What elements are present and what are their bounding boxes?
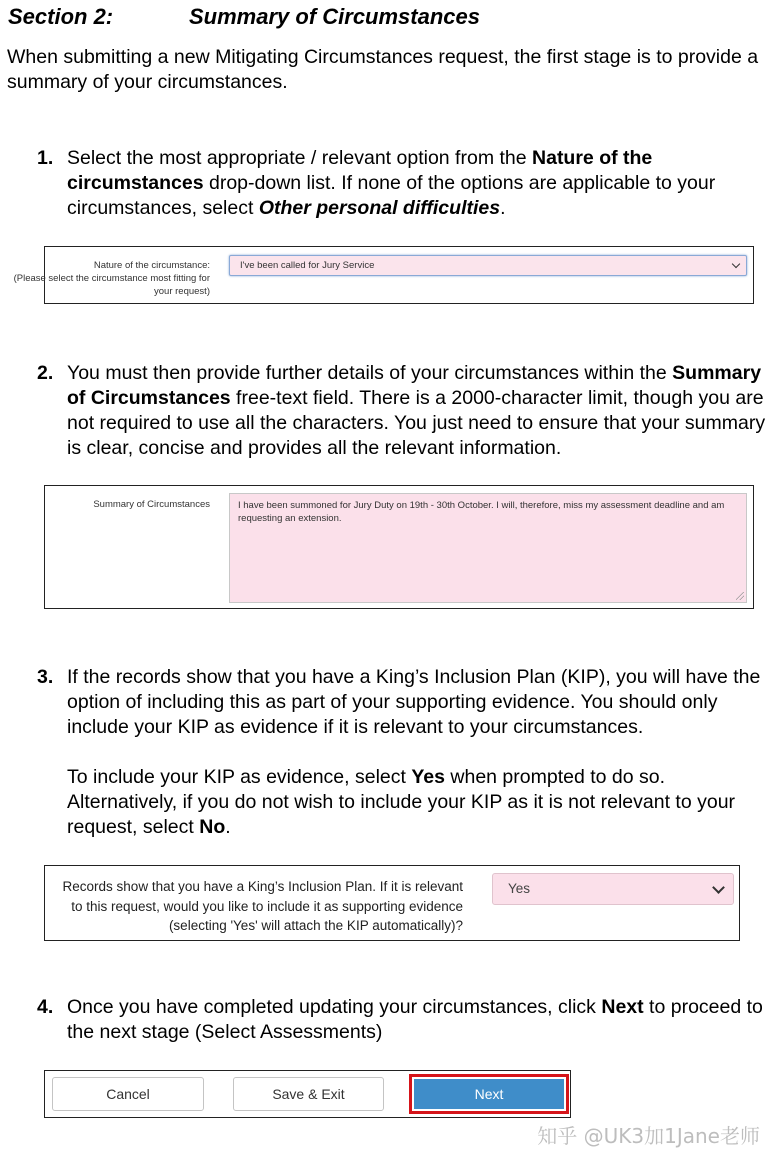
nature-label-line1: Nature of the circumstance: bbox=[93, 260, 210, 271]
text-run: drop-down list. If none of the options are applicable to your circumstances, select bbox=[67, 172, 716, 219]
kip-selected-value: Yes bbox=[508, 881, 531, 896]
summary-value: I have been summoned for Jury Duty on 19th - 30th October. I will, therefore, miss my assessment deadline and am requesting an extension. bbox=[238, 500, 725, 524]
nature-selected-value: I've been called for Jury Service bbox=[240, 260, 375, 271]
step-paragraph bbox=[67, 765, 772, 840]
section-heading bbox=[8, 4, 480, 30]
text-run: Once you have completed updating your circumstances, click bbox=[67, 996, 602, 1018]
chevron-down-icon bbox=[732, 260, 740, 268]
chevron-down-icon bbox=[712, 881, 725, 894]
nature-of-circumstance-panel bbox=[13, 246, 754, 304]
next-button[interactable]: Next bbox=[414, 1079, 564, 1109]
text-run: free-text field. There is a 2000-character limit, though you are not required to use all the characters. You just need to ensure that your summary is clear, concise and provides all the relevant information. bbox=[67, 387, 766, 459]
nature-label bbox=[10, 259, 210, 298]
bold-run: Nature of the circumstances bbox=[67, 147, 653, 194]
kip-panel bbox=[44, 865, 740, 941]
text-run: to proceed to the next stage (Select Assessments) bbox=[67, 996, 763, 1043]
bold-run: No bbox=[199, 816, 226, 838]
resize-grip-icon[interactable] bbox=[736, 592, 744, 600]
kip-label: Records show that you have a King’s Inclusion Plan. If it is relevant to this request, would you like to include it as supporting evidence (selecting 'Yes' will attach the KIP automatically)? bbox=[62, 879, 463, 933]
text-run: You must then provide further details of your circumstances within the bbox=[67, 362, 673, 384]
text-run: Select the most appropriate / relevant option from the bbox=[67, 147, 533, 169]
step-text bbox=[67, 665, 772, 840]
bold-italic-run: Other personal difficulties bbox=[258, 197, 501, 219]
nature-dropdown[interactable] bbox=[229, 255, 747, 276]
section-title: Summary of Circumstances bbox=[189, 4, 480, 29]
step-number: 1. bbox=[37, 147, 54, 169]
save-exit-button[interactable]: Save & Exit bbox=[233, 1077, 384, 1111]
text-run: . bbox=[500, 197, 506, 219]
next-button-highlight bbox=[409, 1074, 569, 1114]
nature-label-line2: (Please select the circumstance most fitting for your request) bbox=[13, 273, 210, 297]
step-text bbox=[67, 995, 772, 1045]
summary-label: Summary of Circumstances bbox=[93, 499, 210, 510]
summary-textarea[interactable] bbox=[229, 493, 747, 603]
step-paragraph: If the records show that you have a King’s Inclusion Plan (KIP), you will have the option of including this as part of your supporting evidence. You should only include your KIP as evidence if it is relevant to your circumstances. bbox=[67, 666, 761, 738]
step-number: 4. bbox=[37, 996, 54, 1018]
summary-panel bbox=[44, 485, 754, 609]
cancel-button[interactable]: Cancel bbox=[52, 1077, 204, 1111]
intro-paragraph: When submitting a new Mitigating Circumstances request, the first stage is to provide a summary of your circumstances. bbox=[7, 46, 759, 93]
text-run: . bbox=[225, 816, 231, 838]
kip-dropdown[interactable] bbox=[492, 873, 734, 905]
bold-run: Next bbox=[601, 996, 644, 1018]
section-number: Section 2: bbox=[8, 4, 114, 29]
watermark: 知乎 @UK3加1Jane老师 bbox=[537, 1124, 760, 1148]
bold-run: Summary of Circumstances bbox=[67, 362, 762, 409]
bold-run: Yes bbox=[411, 766, 445, 788]
step-number: 2. bbox=[37, 362, 54, 384]
text-run: To include your KIP as evidence, select bbox=[67, 766, 412, 788]
step-text bbox=[67, 361, 772, 461]
step-number: 3. bbox=[37, 666, 54, 688]
action-buttons-panel bbox=[44, 1070, 571, 1118]
step-text bbox=[67, 146, 772, 221]
text-run: when prompted to do so. Alternatively, if you do not wish to include your KIP as it is not relevant to your request, select bbox=[67, 766, 736, 838]
